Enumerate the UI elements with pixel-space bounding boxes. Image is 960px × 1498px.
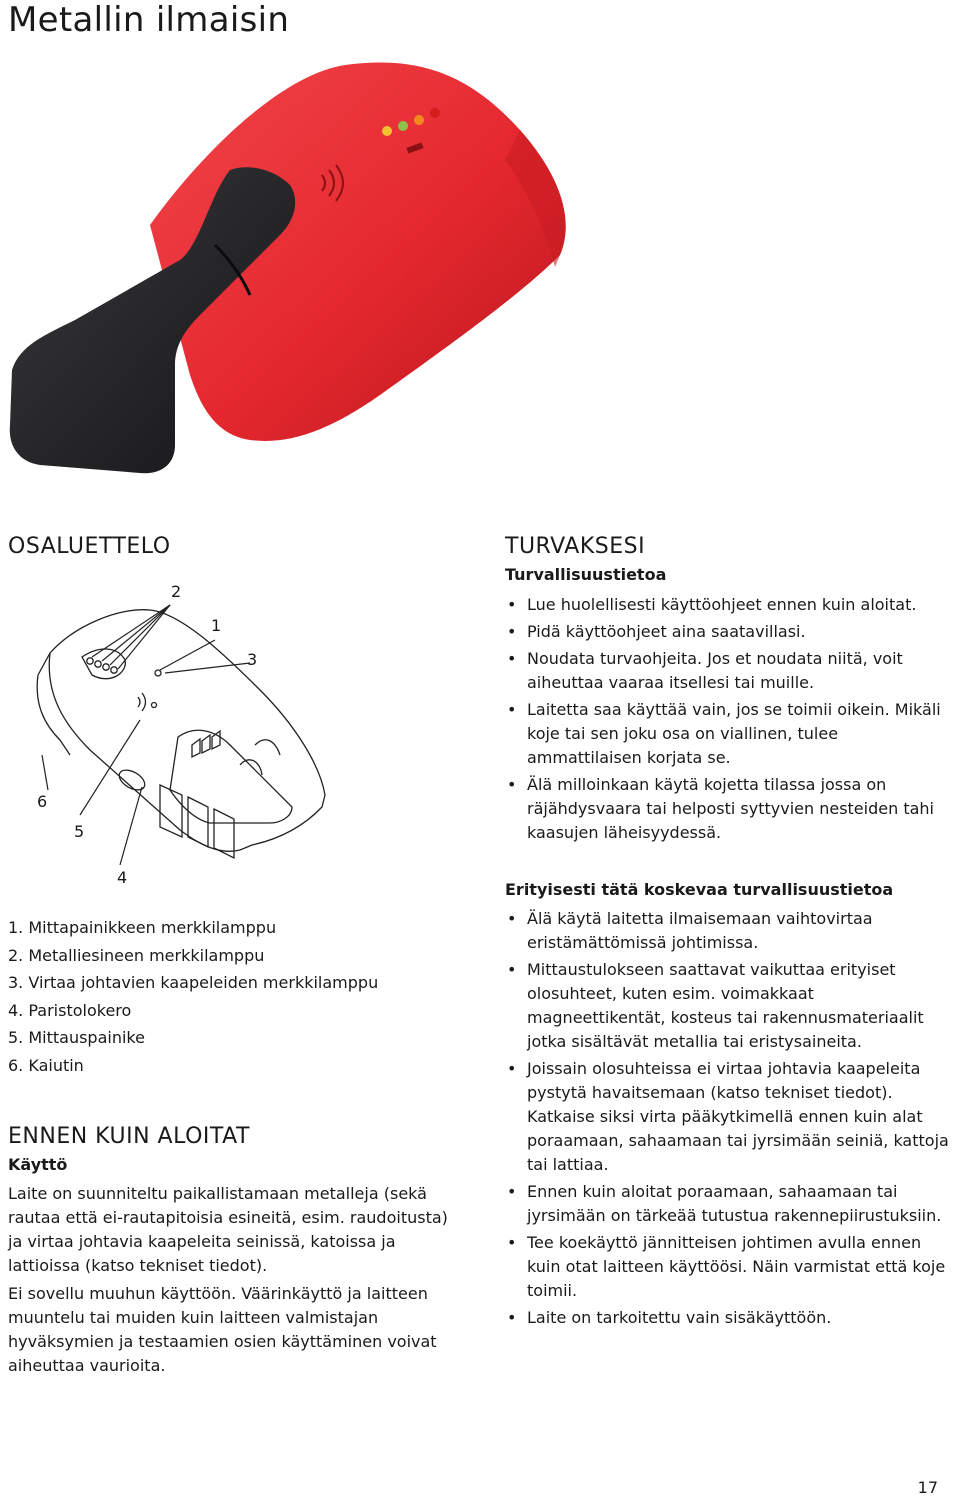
safety-list bbox=[505, 593, 955, 848]
parts-list-item: 3. Virtaa johtavien kaapeleiden merkkilamppu bbox=[8, 973, 379, 992]
safety-item: • Noudata turvaohjeita. Jos et noudata niitä, voit aiheuttaa vaaraa itsellesi tai muille. bbox=[505, 647, 955, 695]
safety-item: • Laitetta saa käyttää vain, jos se toimii oikein. Mikäli koje tai sen joku osa on viallinen, tulee ammattilaisen korjata se. bbox=[505, 698, 955, 770]
diagram-label-2: 2 bbox=[171, 582, 182, 601]
parts-list-item: 5. Mittauspainike bbox=[8, 1028, 145, 1047]
specific-safety-item: • Ennen kuin aloitat poraamaan, sahaamaan tai jyrsimään on tärkeää tutustua rakennepiirustuksiin. bbox=[505, 1180, 957, 1228]
usage-subheading: Käyttö bbox=[8, 1155, 68, 1174]
diagram-label-5: 5 bbox=[74, 822, 85, 841]
parts-heading: OSALUETTELO bbox=[8, 534, 171, 559]
before-start-heading: ENNEN KUIN ALOITAT bbox=[8, 1124, 250, 1149]
parts-list-item: 1. Mittapainikkeen merkkilamppu bbox=[8, 918, 277, 937]
parts-list-item: 4. Paristolokero bbox=[8, 1000, 132, 1020]
specific-safety-item: • Älä käytä laitetta ilmaisemaan vaihtovirtaa eristämättömissä johtimissa. bbox=[505, 907, 957, 955]
diagram-label-4: 4 bbox=[117, 868, 128, 887]
metal-detector-photo bbox=[0, 45, 600, 505]
safety-item: • Pidä käyttöohjeet aina saatavillasi. bbox=[505, 620, 955, 644]
diagram-label-6: 6 bbox=[37, 792, 48, 811]
parts-list bbox=[8, 914, 448, 1079]
diagram-label-1: 1 bbox=[211, 616, 222, 635]
page-number: 17 bbox=[917, 1478, 938, 1497]
diagram-label-3: 3 bbox=[247, 650, 258, 669]
specific-safety-item: • Tee koekäyttö jännitteisen johtimen avulla ennen kuin otat laitteen käyttöösi. Näin varmistat että koje toimii. bbox=[505, 1231, 957, 1303]
led-yellow-icon bbox=[382, 126, 392, 136]
parts-list-item: 6. Kaiutin bbox=[8, 1055, 84, 1075]
specific-safety-list bbox=[505, 907, 957, 1333]
page-title: Metallin ilmaisin bbox=[8, 0, 290, 40]
led-red-icon bbox=[430, 108, 440, 118]
safety-subheading: Turvallisuustietoa bbox=[505, 565, 667, 584]
specific-safety-item: • Mittaustulokseen saattavat vaikuttaa erityiset olosuhteet, kuten esim. voimakkaat magneettikentät, kosteus tai rakennusmateriaalit jotka sisältävät metallia tai eristysaineita. bbox=[505, 958, 957, 1054]
specific-safety-subheading: Erityisesti tätä koskevaa turvallisuustietoa bbox=[505, 880, 894, 899]
safety-item: • Lue huolellisesti käyttöohjeet ennen kuin aloitat. bbox=[505, 593, 955, 617]
led-orange-icon bbox=[414, 115, 424, 125]
safety-heading: TURVAKSESI bbox=[505, 534, 646, 559]
parts-list-item: 2. Metalliesineen merkkilamppu bbox=[8, 945, 265, 965]
safety-item: • Älä milloinkaan käytä kojetta tilassa jossa on räjähdysvaara tai helposti syttyvien nesteiden tahi kaasujen läheisyydessä. bbox=[505, 773, 955, 845]
led-green-icon bbox=[398, 121, 408, 131]
specific-safety-item: • Laite on tarkoitettu vain sisäkäyttöön. bbox=[505, 1306, 957, 1330]
specific-safety-item: • Joissain olosuhteissa ei virtaa johtavia kaapeleita pystytä havaitsemaan (katso tekniset tiedot). Katkaise siksi virta pääkytkimellä ennen kuin alat poraamaan, sahaamaan tai jyrsimään seiniä, kattoja tai lattiaa. bbox=[505, 1057, 957, 1177]
usage-paragraph-2: Ei sovellu muuhun käyttöön. Väärinkäyttö ja laitteen muuntelu tai muiden kuin laitteen valmistajan hyväksymien ja testaamien osien käyttäminen voivat aiheuttaa vaurioita. bbox=[8, 1284, 437, 1375]
usage-paragraph-1: Laite on suunniteltu paikallistamaan metalleja (sekä rautaa että ei-rautapitoisia esineitä, esim. raudoitusta) ja virtaa johtavia kaapeleita seinissä, katoissa ja lattioissa (katso tekniset tiedot). bbox=[8, 1184, 448, 1275]
